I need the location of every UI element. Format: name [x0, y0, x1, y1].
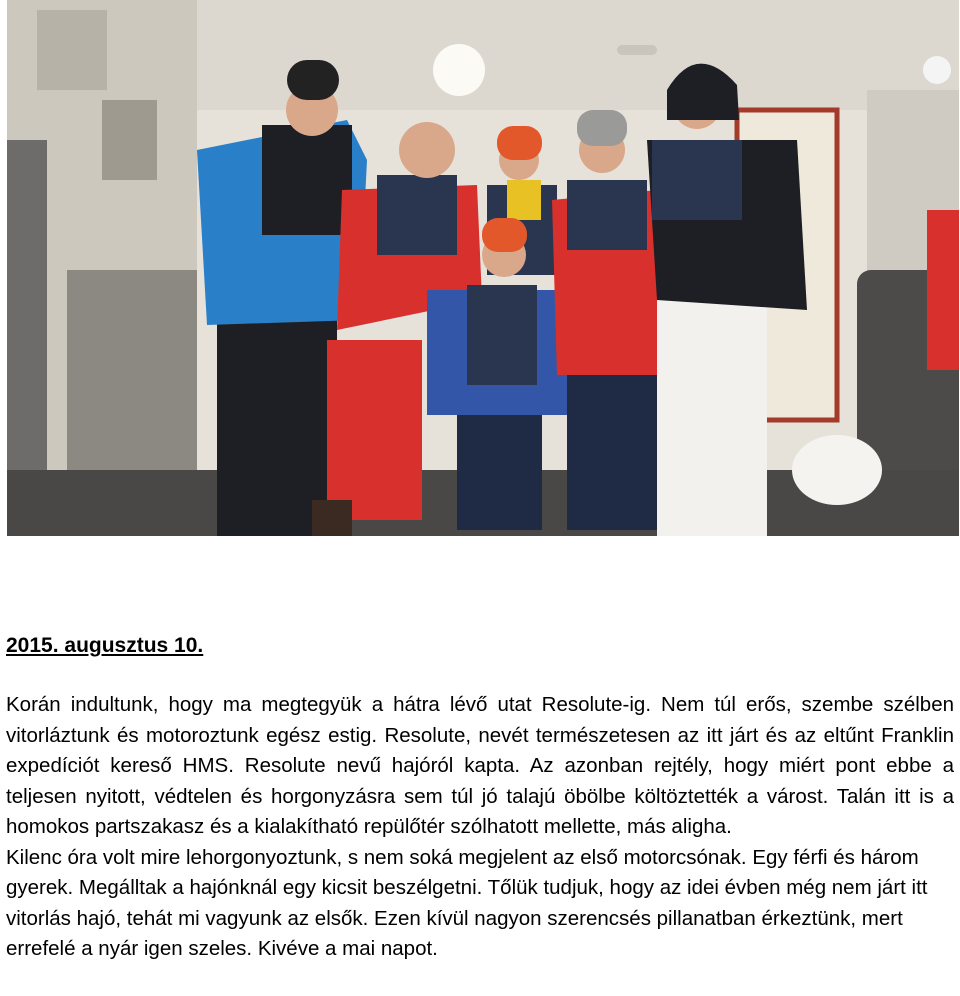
- paragraph-1: Korán indultunk, hogy ma megtegyük a hátra lévő utat Resolute-ig. Nem túl erős, szembe szélben vitorláztunk és motoroztunk egész estig. Resolute, nevét természetesen az itt járt és az eltűnt Franklin expedíciót kereső HMS. Resolute nevű hajóról kapta. Az azonban rejtély, hogy miért pont ebbe a teljesen nyitott, védtelen és horgonyzásra sem túl jó talajú öbölbe költöztették a várost. Talán itt is a homokos partszakasz és a kialakítható repülőtér szólhatott mellette, más aligha.: [6, 693, 954, 838]
- date-heading: 2015. augusztus 10.: [6, 634, 204, 657]
- camera-icon: [923, 56, 951, 84]
- paragraph-2: Kilenc óra volt mire lehorgonyoztunk, s nem soká megjelent az első motorcsónak. Egy férfi és három gyerek. Megálltak a hajónknál egy kicsit beszélgetni. Tőlük tudjuk, hogy az idei évben még nem járt itt vitorlás hajó, tehát mi vagyunk az elsők. Ezen kívül nagyon szerencsés pillanatban érkeztünk, mert errefelé a nyár igen szeles. Kivéve a mai napot.: [6, 845, 928, 960]
- group-photo: [7, 0, 959, 536]
- ceiling-light-icon: [433, 44, 485, 96]
- cable-box-icon: [102, 100, 157, 180]
- electrical-box-icon: [37, 10, 107, 90]
- white-bag-icon: [792, 435, 882, 505]
- right-red-jacket: [927, 210, 959, 370]
- photo-illustration: [7, 0, 959, 536]
- ceiling-vent-icon: [617, 45, 657, 55]
- article-body: [6, 690, 954, 965]
